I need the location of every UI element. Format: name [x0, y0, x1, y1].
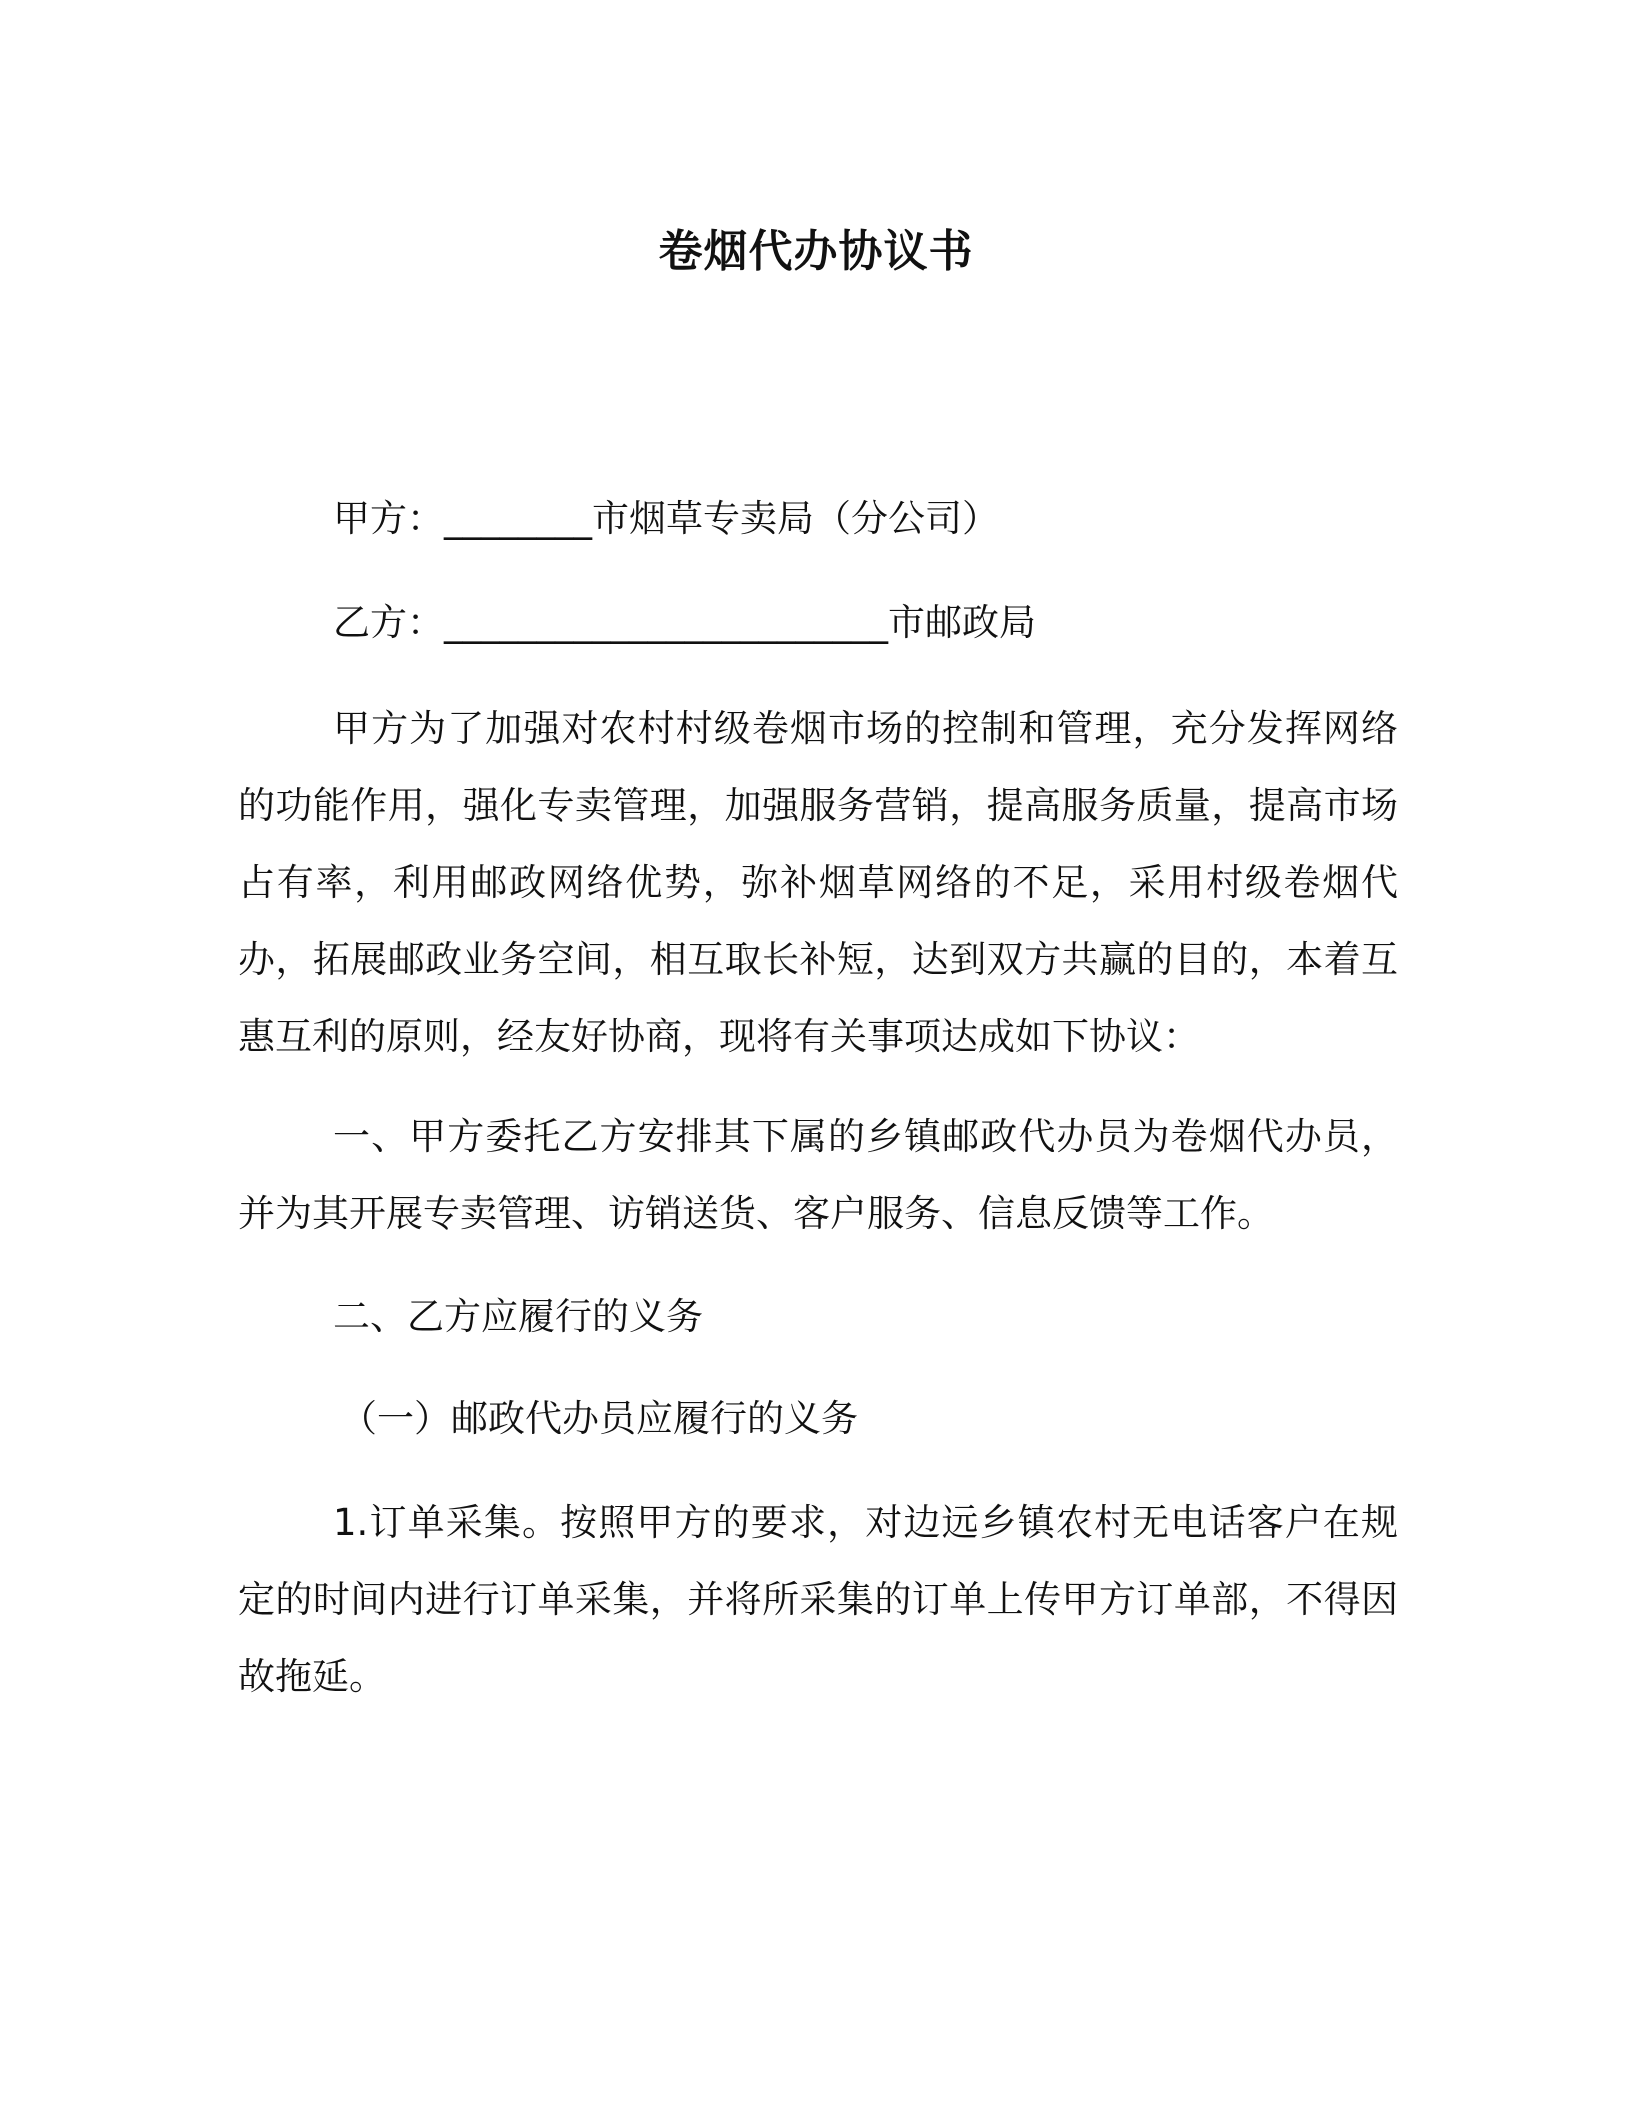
intro-paragraph: 甲方为了加强对农村村级卷烟市场的控制和管理，充分发挥网络的功能作用，强化专卖管理，加强服务营销，提高服务质量，提高市场占有率，利用邮政网络优势，弥补烟草网络的不足，采用村级卷烟代办，拓展邮政业务空间，相互取长补短，达到双方共赢的目的，本着互惠互利的原则，经友好协商，现将有关事项达成如下协议：	[238, 707, 1398, 1058]
clause-two-heading: 二、乙方应履行的义务	[333, 1295, 703, 1338]
clause-one-paragraph: 一、甲方委托乙方安排其下属的乡镇邮政代办员为卷烟代办员，并为其开展专卖管理、访销送货、客户服务、信息反馈等工作。	[238, 1115, 1398, 1235]
clause-two-sub-heading: （一）邮政代办员应履行的义务	[340, 1397, 858, 1440]
item-one-paragraph: 1.订单采集。按照甲方的要求，对边远乡镇农村无电话客户在规定的时间内进行订单采集，并将所采集的订单上传甲方订单部，不得因故拖延。	[238, 1501, 1398, 1698]
document-title: 卷烟代办协议书	[658, 226, 974, 277]
party-b-line: 乙方：________________________市邮政局	[333, 601, 1036, 644]
party-a-line: 甲方：________市烟草专卖局（分公司）	[333, 497, 999, 540]
